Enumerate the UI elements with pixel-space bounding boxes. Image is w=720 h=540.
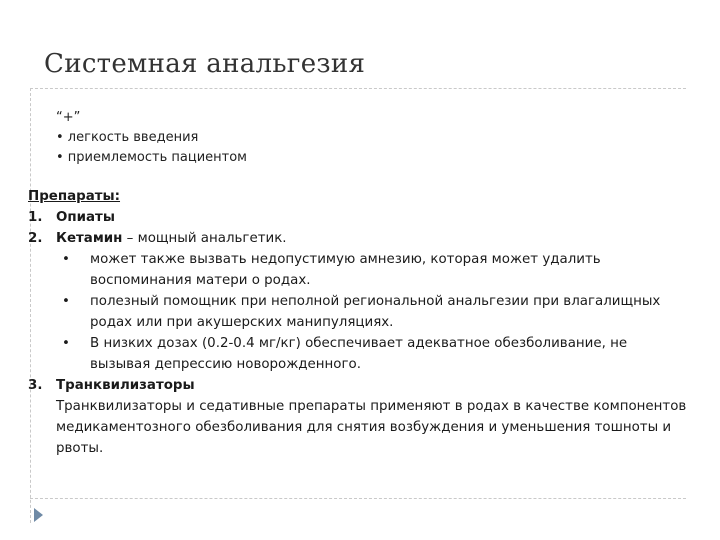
bullet-marker: •	[62, 294, 70, 309]
item-number: 3.	[28, 378, 43, 393]
tranquilizers-text: Транквилизаторы и седативные препараты применяют в родах в качестве компонентов медикаментозного обезболивания для снятия возбуждения и уменьшения тошноты и рвоты.	[56, 399, 687, 456]
ketamine-bullet	[28, 249, 688, 291]
bullet-text: полезный помощник при неполной региональной анальгезии при влагалищных родах или при акушерских манипуляциях.	[90, 294, 661, 330]
drugs-block	[28, 186, 688, 459]
bottom-divider	[30, 498, 686, 499]
play-arrow-icon[interactable]	[34, 508, 43, 522]
bullet-text: может также вызвать недопустимую амнезию, которая может удалить воспоминания матери о родах.	[90, 252, 601, 288]
pros-heading: “+”	[56, 110, 81, 125]
bullet-text: В низких дозах (0.2-0.4 мг/кг) обеспечивает адекватное обезболивание, не вызывая депрессию новорожденного.	[90, 336, 628, 372]
drugs-heading: Препараты:	[28, 189, 121, 204]
pros-item: • легкость введения	[56, 130, 199, 145]
ketamine-bullet	[28, 291, 688, 333]
drug-item-opiates	[28, 207, 688, 228]
drug-item-tranquilizers	[28, 375, 688, 396]
top-divider	[30, 88, 686, 89]
ketamine-bullet	[28, 333, 688, 375]
drug-item-ketamine	[28, 228, 688, 249]
bullet-marker: •	[62, 336, 70, 351]
item-description: – мощный анальгетик.	[122, 231, 287, 246]
slide-title: Системная анальгезия	[44, 49, 366, 79]
item-label: Кетамин	[56, 231, 123, 246]
pros-block	[56, 108, 247, 168]
item-label: Опиаты	[56, 210, 115, 225]
item-number: 1.	[28, 210, 43, 225]
item-number: 2.	[28, 231, 43, 246]
item-label: Транквилизаторы	[56, 378, 195, 393]
pros-item: • приемлемость пациентом	[56, 150, 247, 165]
bullet-marker: •	[62, 252, 70, 267]
